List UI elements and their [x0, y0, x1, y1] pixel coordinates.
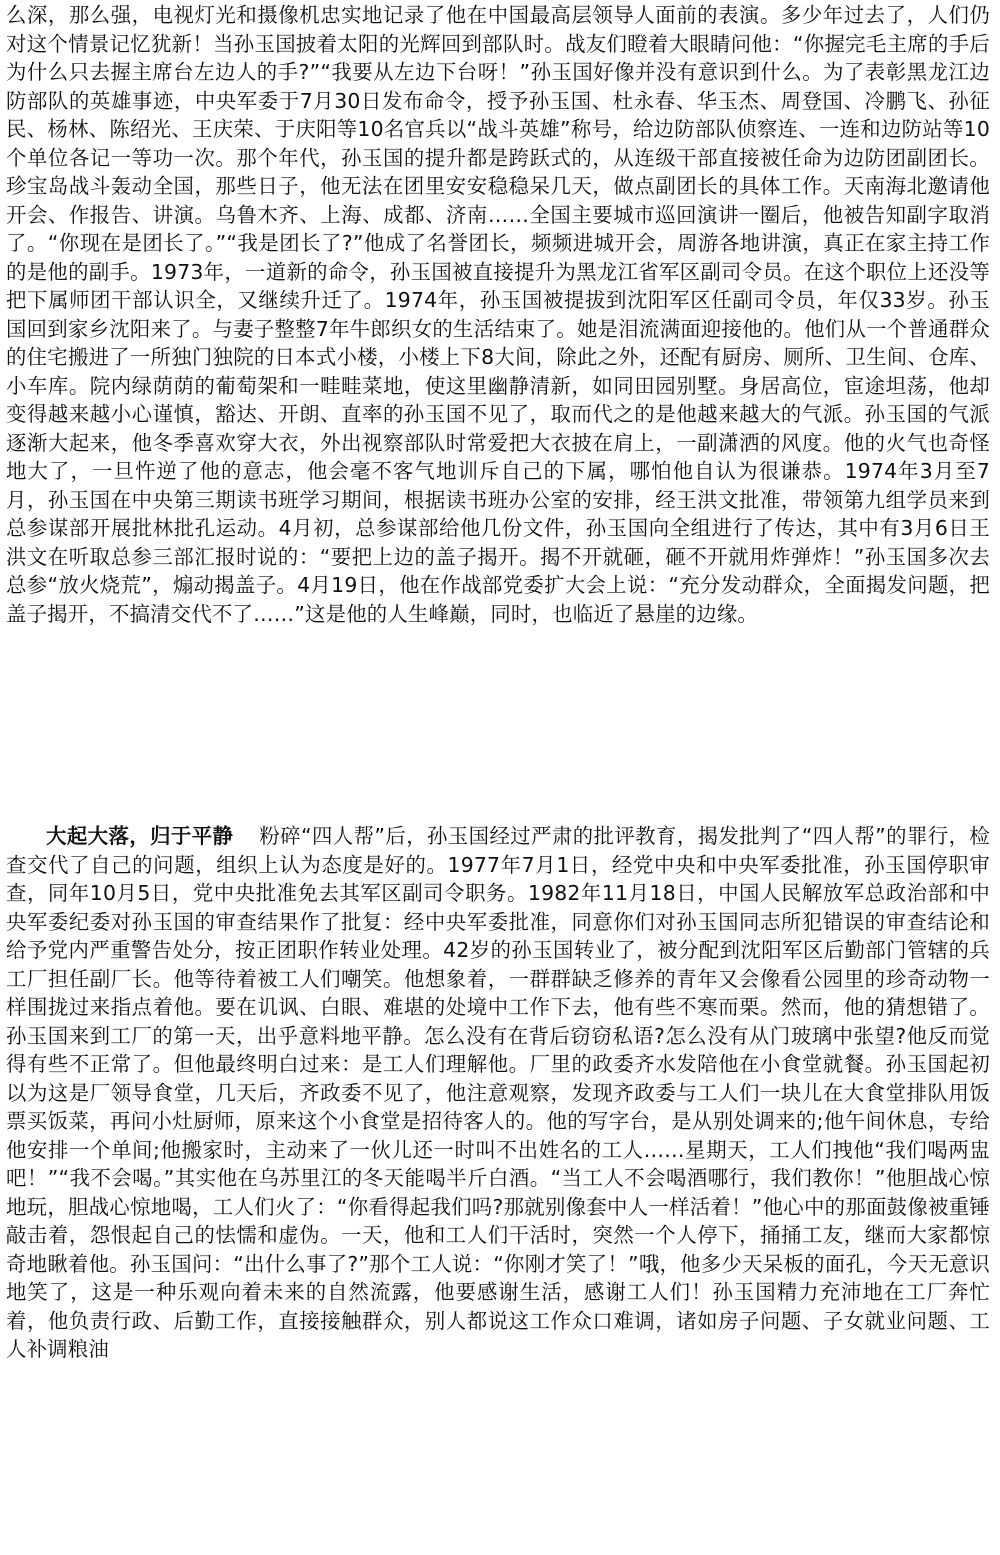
body-paragraph: 么深，那么强，电视灯光和摄像机忠实地记录了他在中国最高层领导人面前的表演。多少年过去了，人们仍对这个情景记忆犹新！当孙玉国披着太阳的光辉回到部队时。战友们瞪着大眼睛问他：“你握完毛主席的手后为什么只去握主席台左边人的手?”“我要从左边下台呀！”孙玉国好像并没有意识到什么。为了表彰黑龙江边防部队的英雄事迹，中央军委于7月30日发布命令，授予孙玉国、杜永春、华玉杰、周登国、冷鹏飞、孙征民、杨林、陈绍光、王庆荣、于庆阳等10名官兵以“战斗英雄”称号，给边防部队侦察连、一连和边防站等10个单位各记一等功一次。那个年代，孙玉国的提升都是跨跃式的，从连级干部直接被任命为边防团副团长。珍宝岛战斗轰动全国，那些日子，他无法在团里安安稳稳呆几天，做点副团长的具体工作。天南海北邀请他开会、作报告、讲演。乌鲁木齐、上海、成都、济南……全国主要城市巡回演讲一圈后，他被告知副字取消了。“你现在是团长了。”“我是团长了?”他成了名誉团长，频频进城开会，周游各地讲演，真正在家主持工作的是他的副手。1973年，一道新的命令，孙玉国被直接提升为黑龙江省军区副司令员。在这个职位上还没等把下属师团干部认识全，又继续升迁了。1974年，孙玉国被提拔到沈阳军区任副司令员，年仅33岁。孙玉国回到家乡沈阳来了。与妻子整整7年牛郎织女的生活结束了。她是泪流满面迎接他的。他们从一个普通群众的住宅搬进了一所独门独院的日本式小楼，小楼上下8大间，除此之外，还配有厨房、厕所、卫生间、仓库、小车库。院内绿荫荫的葡萄架和一畦畦菜地，使这里幽静清新，如同田园别墅。身居高位，宦途坦荡，他却变得越来越小心谨慎，豁达、开朗、直率的孙玉国不见了，取而代之的是他越来越大的气派。孙玉国的气派逐渐大起来，他冬季喜欢穿大衣，外出视察部队时常爱把大衣披在肩上，一副潇洒的风度。他的火气也奇怪地大了，一旦忤逆了他的意志，他会毫不客气地训斥自己的下属，哪怕他自认为很谦恭。1974年3月至7月，孙玉国在中央第三期读书班学习期间，根据读书班办公室的安排，经王洪文批准，带领第九组学员来到总参谋部开展批林批孔运动。4月初，总参谋部给他几份文件，孙玉国向全组进行了传达，其中有3月6日王洪文在听取总参三部汇报时说的：“要把上边的盖子揭开。揭不开就砸，砸不开就用炸弹炸！”孙玉国多次去总参“放火烧荒”，煽动揭盖子。4月19日，他在作战部党委扩大会上说：“充分发动群众，全面揭发问题，把盖子揭开，不搞清交代不了……”这是他的人生峰巅，同时，也临近了悬崖的边缘。 [6, 3, 990, 626]
section-body-text: 粉碎“四人帮”后，孙玉国经过严肃的批评教育，揭发批判了“四人帮”的罪行，检查交代了自己的问题，组织上认为态度是好的。1977年7月1日，经党中央和中央军委批准，孙玉国停职审查，同年10月5日，党中央批准免去其军区副司令职务。1982年11月18日，中国人民解放军总政治部和中央军委纪委对孙玉国的审查结果作了批复：经中央军委批准，同意你们对孙玉国同志所犯错误的审查结论和给予党内严重警告处分，按正团职作转业处理。42岁的孙玉国转业了，被分配到沈阳军区后勤部门管辖的兵工厂担任副厂长。他等待着被工人们嘲笑。他想象着，一群群缺乏修养的青年又会像看公园里的珍奇动物一样围拢过来指点着他。要在讥讽、白眼、难堪的处境中工作下去，他有些不寒而栗。然而，他的猜想错了。孙玉国来到工厂的第一天，出乎意料地平静。怎么没有在背后窃窃私语?怎么没有从门玻璃中张望?他反而觉得有些不正常了。但他最终明白过来：是工人们理解他。厂里的政委齐水发陪他在小食堂就餐。孙玉国起初以为这是厂领导食堂，几天后，齐政委不见了，他注意观察，发现齐政委与工人们一块儿在大食堂排队用饭票买饭菜，再问小灶厨师，原来这个小食堂是招待客人的。他的写字台，是从别处调来的;他午间休息，专给他安排一个单间;他搬家时，主动来了一伙儿还一时叫不出姓名的工人……星期天，工人们拽他“我们喝两盅吧！”“我不会喝。”其实他在乌苏里江的冬天能喝半斤白酒。“当工人不会喝酒哪行，我们教你！”他胆战心惊地玩，胆战心惊地喝，工人们火了：“你看得起我们吗?那就别像套中人一样活着！”他心中的那面鼓像被重锤敲击着，怨恨起自己的怯懦和虚伪。一天，他和工人们干活时，突然一个人停下，捅捅工友，继而大家都惊奇地瞅着他。孙玉国问：“出什么事了?”那个工人说：“你刚才笑了！”哦，他多少天呆板的面孔，今天无意识地笑了，这是一种乐观向着未来的自然流露，他要感谢生活，感谢工人们！孙玉国精力充沛地在工厂奔忙着，他负责行政、后勤工作，直接接触群众，别人都说这工作众口难调，诸如房子问题、子女就业问题、工人补调粮油 [6, 824, 990, 1361]
section-heading: 大起大落，归于平静 [46, 824, 234, 848]
section-paragraph [6, 822, 990, 1364]
document-page [6, 0, 990, 1555]
